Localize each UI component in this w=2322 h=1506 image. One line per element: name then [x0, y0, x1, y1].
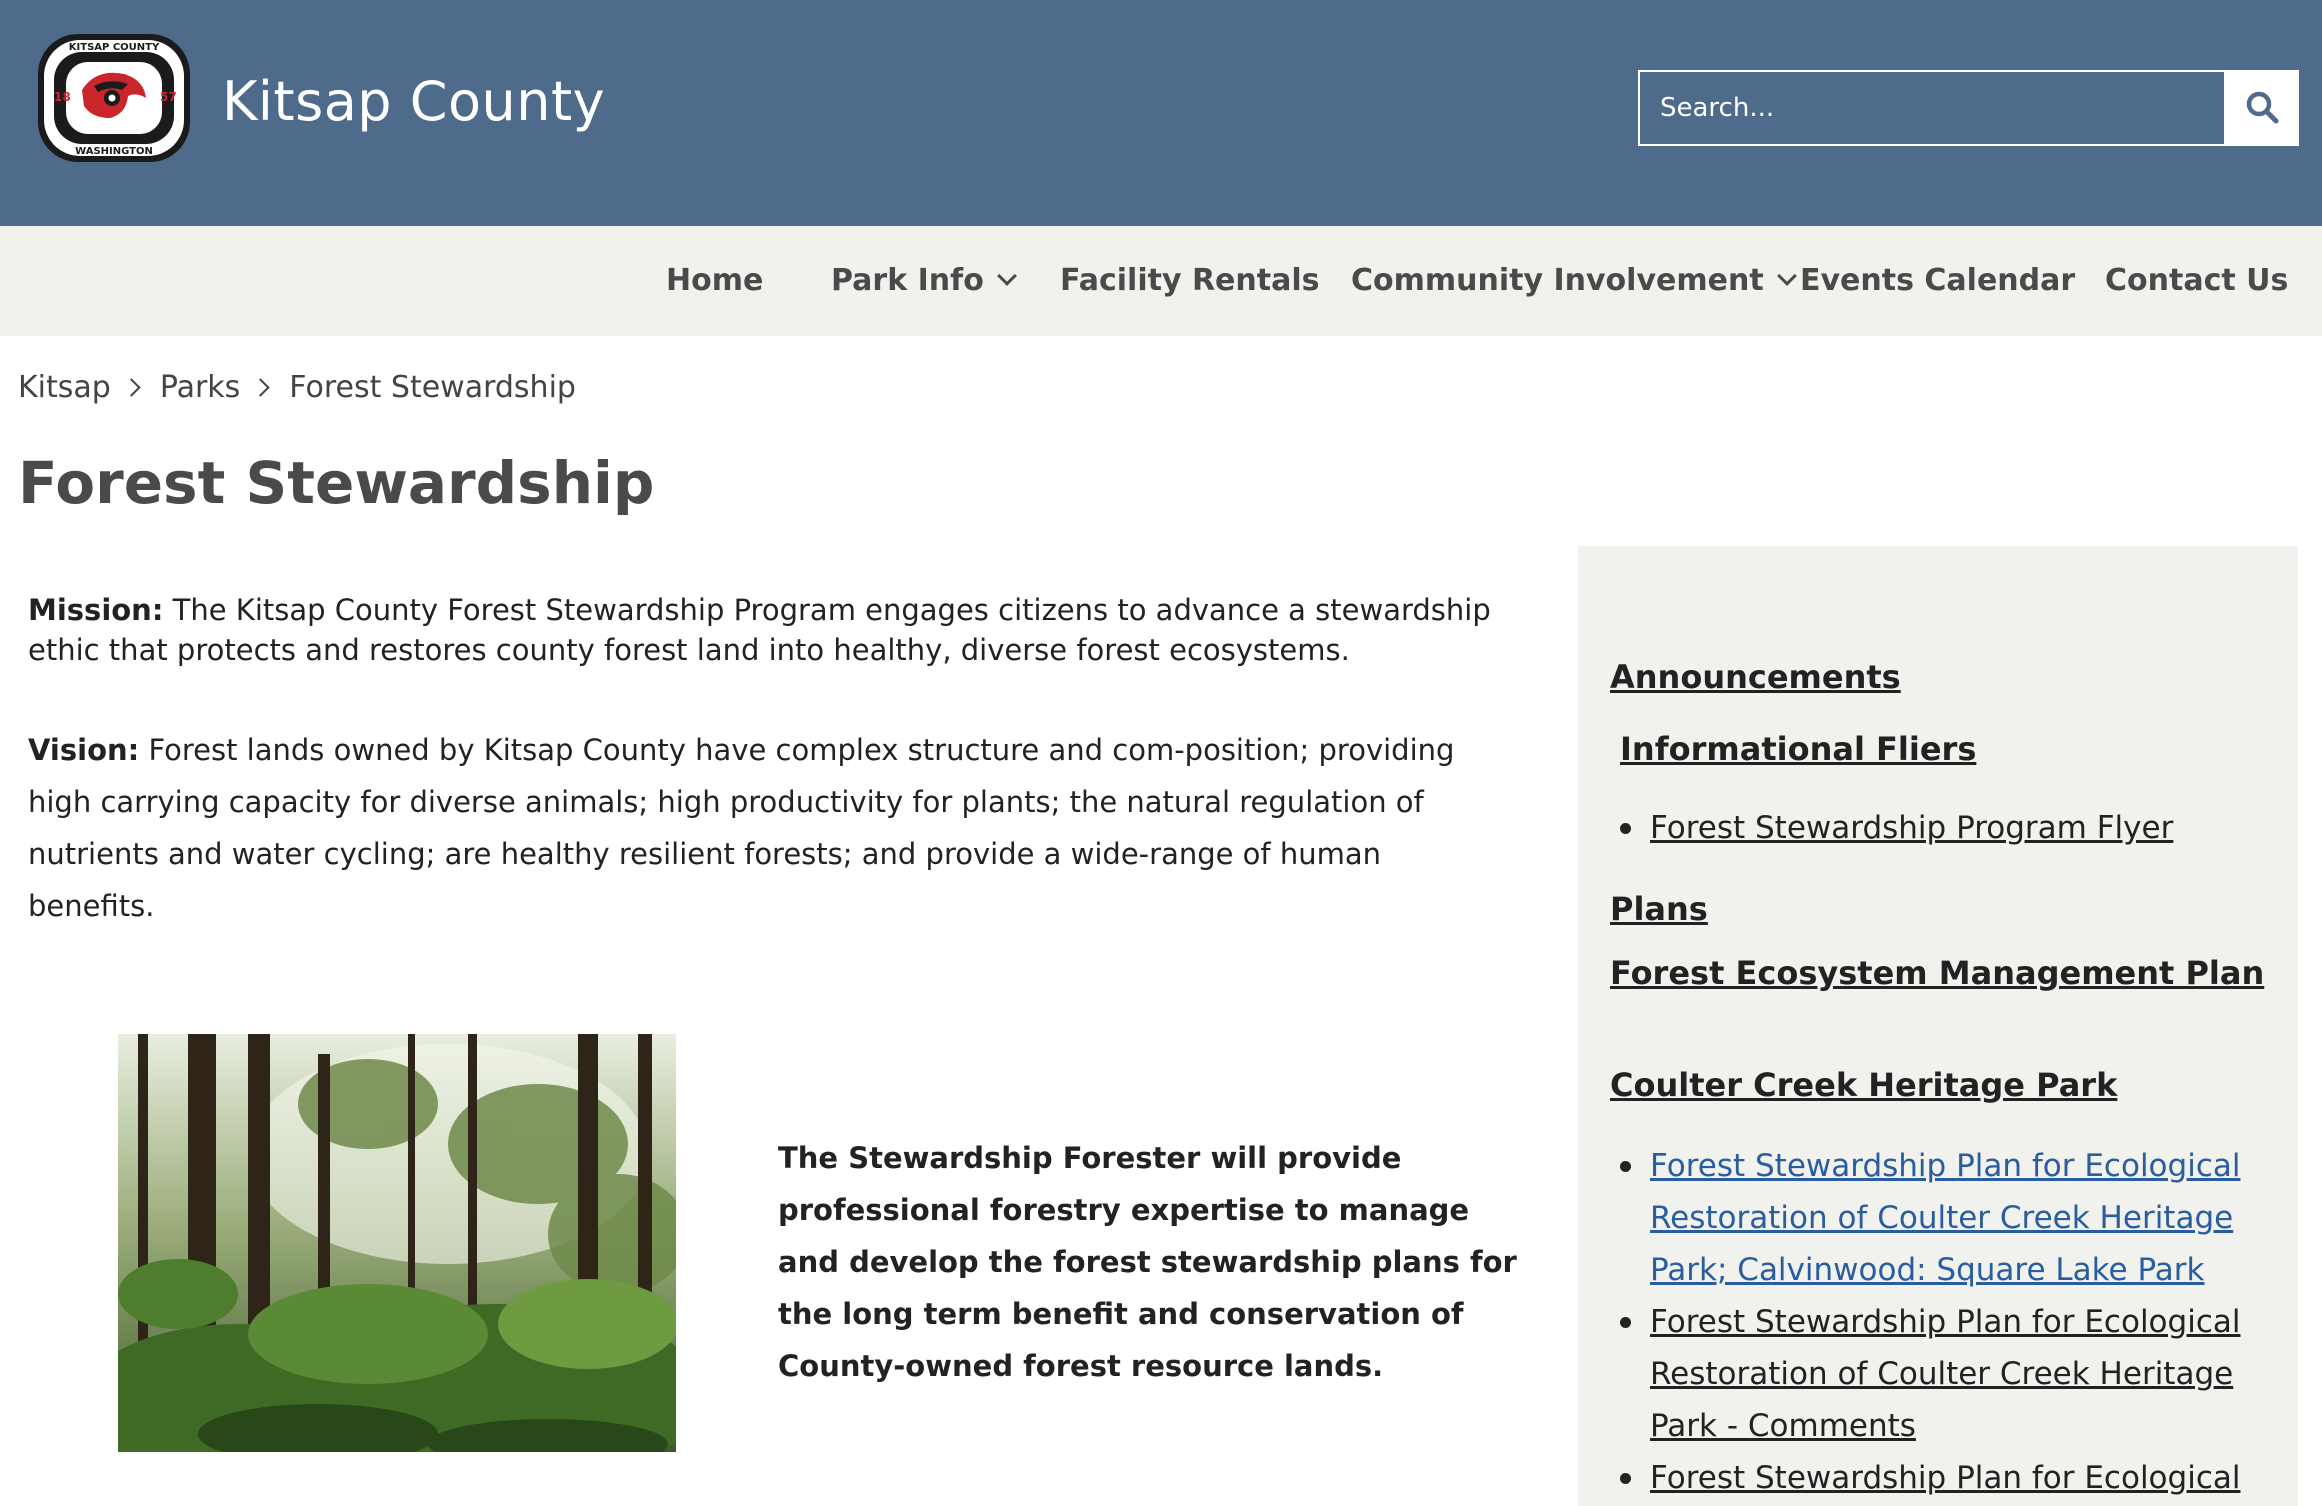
- mission-text: The Kitsap County Forest Stewardship Program engages citizens to advance a stewardship ethic that protects and restores county forest land into healthy, diverse forest ecosystems.: [28, 593, 1491, 667]
- breadcrumb-link-kitsap[interactable]: Kitsap: [18, 370, 111, 405]
- list-item: [1610, 1452, 2270, 1504]
- chevron-down-icon: [1777, 266, 1797, 286]
- breadcrumb-current: Forest Stewardship: [289, 370, 576, 405]
- informational-fliers-heading[interactable]: Informational Fliers: [1620, 730, 1977, 768]
- kitsap-county-seal-logo[interactable]: [32, 30, 196, 166]
- search-input[interactable]: [1640, 72, 2224, 144]
- nav-community-involvement[interactable]: Community Involvement: [1351, 226, 1794, 336]
- breadcrumb-link-parks[interactable]: Parks: [159, 370, 241, 405]
- vision-label: Vision:: [28, 733, 140, 767]
- forest-photo: [118, 1034, 676, 1452]
- announcements-heading[interactable]: Announcements: [1610, 658, 1901, 696]
- sidebar: [1578, 546, 2298, 1506]
- coulter-creek-heading[interactable]: Coulter Creek Heritage Park: [1610, 1066, 2118, 1104]
- forest-ecosystem-management-plan-link[interactable]: Forest Ecosystem Management Plan: [1610, 954, 2265, 992]
- flier-link-program-flyer[interactable]: Forest Stewardship Program Flyer: [1650, 810, 2174, 846]
- forester-statement: The Stewardship Forester will provide professional forestry expertise to manage and develop the forest stewardship plans for the long term benefit and conservation of County-owned forest resource lands.: [778, 1141, 1517, 1383]
- coulter-plan-link[interactable]: Forest Stewardship Plan for Ecological Restoration of Coulter Creek Heritage Park; Calvinwood: Square Lake Park: [1650, 1148, 2241, 1288]
- list-item: [1610, 1296, 2270, 1452]
- nav-home[interactable]: Home: [666, 263, 764, 298]
- list-item: [1610, 1140, 2270, 1296]
- page-title: Forest Stewardship: [18, 449, 655, 517]
- plans-heading[interactable]: Plans: [1610, 890, 1708, 928]
- coulter-plan-comments-link[interactable]: Forest Stewardship Plan for Ecological Restoration of Coulter Creek Heritage Park - Comments: [1650, 1304, 2241, 1444]
- vision-paragraph: [28, 724, 1508, 932]
- chevron-right-icon: [122, 378, 140, 396]
- main-nav: [0, 226, 2322, 336]
- mission-label: Mission:: [28, 593, 164, 627]
- search-button[interactable]: [2225, 70, 2299, 146]
- svg-text:KITSAP COUNTY: KITSAP COUNTY: [68, 42, 160, 53]
- breadcrumb: [18, 370, 576, 405]
- nav-facility-rentals[interactable]: Facility Rentals: [1060, 263, 1320, 298]
- svg-text:WASHINGTON: WASHINGTON: [75, 146, 153, 157]
- svg-text:18: 18: [54, 90, 71, 104]
- nav-contact-us[interactable]: Contact Us: [2105, 263, 2289, 298]
- search-box: [1638, 70, 2226, 146]
- list-item: [1610, 802, 2270, 854]
- site-header: [0, 0, 2322, 226]
- chevron-right-icon: [252, 378, 270, 396]
- site-title[interactable]: Kitsap County: [222, 70, 606, 133]
- chevron-down-icon: [997, 266, 1017, 286]
- search-icon: [2245, 90, 2279, 127]
- coulter-creek-list: [1610, 1140, 2270, 1504]
- svg-text:57: 57: [160, 90, 177, 104]
- vision-text: Forest lands owned by Kitsap County have complex structure and com-position; providing high carrying capacity for diverse animals; high productivity for plants; the natural regulation of nutrients and water cycling; are healthy resilient forests; and provide a wide-range of human benefits.: [28, 733, 1455, 923]
- coulter-plan-link-3[interactable]: Forest Stewardship Plan for Ecological: [1650, 1460, 2241, 1496]
- nav-park-info[interactable]: Park Info: [831, 226, 1014, 336]
- nav-events-calendar[interactable]: Events Calendar: [1800, 263, 2076, 298]
- fliers-list: [1610, 802, 2270, 854]
- mission-paragraph: [28, 590, 1508, 670]
